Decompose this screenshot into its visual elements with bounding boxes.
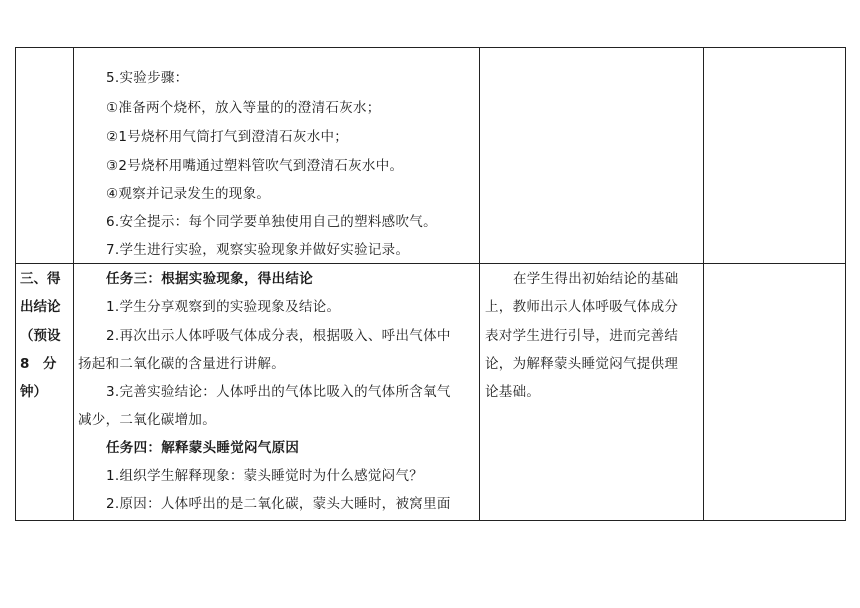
task-three-heading: 任务三：根据实验现象，得出结论 <box>106 271 313 287</box>
stage-label-line-2: 出结论 <box>20 299 61 315</box>
task-four-heading: 任务四：解释蒙头睡觉闷气原因 <box>106 440 300 456</box>
task-four-item-1: 1.组织学生解释现象：蒙头睡觉时为什么感觉闷气？ <box>106 468 424 484</box>
step-2: ②1号烧杯用气筒打气到澄清石灰水中； <box>106 129 349 145</box>
task-three-item-1: 1.学生分享观察到的实验现象及结论。 <box>106 299 341 315</box>
task-three-item-2-continued: 扬起和二氧化碳的含量进行讲解。 <box>78 356 285 372</box>
task-three-item-3-continued: 减少，二氧化碳增加。 <box>78 412 216 428</box>
table-right-border <box>845 47 846 521</box>
table-top-border <box>15 47 845 48</box>
table-bottom-border <box>15 520 845 521</box>
step-1: ①准备两个烧杯，放入等量的的澄清石灰水； <box>106 100 381 116</box>
safety-tip: 6.安全提示：每个同学要单独使用自己的塑料感吹气。 <box>106 214 437 230</box>
intent-line-1: 在学生得出初始结论的基础 <box>513 271 679 287</box>
intent-line-5: 论基础。 <box>485 384 541 400</box>
experiment-instruction: 7.学生进行实验，观察实验现象并做好实验记录。 <box>106 242 410 258</box>
step-3: ③2号烧杯用嘴通过塑料管吹气到澄清石灰水中。 <box>106 158 404 174</box>
task-three-item-2: 2.再次出示人体呼吸气体成分表，根据吸入、呼出气体中 <box>106 328 451 344</box>
column-divider-2 <box>479 47 480 521</box>
step-4: ④观察并记录发生的现象。 <box>106 186 271 202</box>
column-divider-1 <box>73 47 74 521</box>
stage-label-line-4: 8 分 <box>20 356 57 372</box>
table-left-border <box>15 47 16 521</box>
intent-line-2: 上，教师出示人体呼吸气体成分 <box>485 299 679 315</box>
row-divider <box>15 263 845 264</box>
intent-line-4: 论，为解释蒙头睡觉闷气提供理 <box>485 356 679 372</box>
stage-label-line-5: 钟） <box>20 384 47 400</box>
column-divider-3 <box>703 47 704 521</box>
intent-line-3: 表对学生进行引导，进而完善结 <box>485 328 679 344</box>
stage-label-line-1: 三、得 <box>20 271 61 287</box>
stage-label-line-3: （预设 <box>20 328 61 344</box>
task-four-item-2: 2.原因：人体呼出的是二氧化碳，蒙头大睡时，被窝里面 <box>106 496 451 512</box>
step-heading: 5.实验步骤： <box>106 70 189 86</box>
task-three-item-3: 3.完善实验结论：人体呼出的气体比吸入的气体所含氧气 <box>106 384 451 400</box>
